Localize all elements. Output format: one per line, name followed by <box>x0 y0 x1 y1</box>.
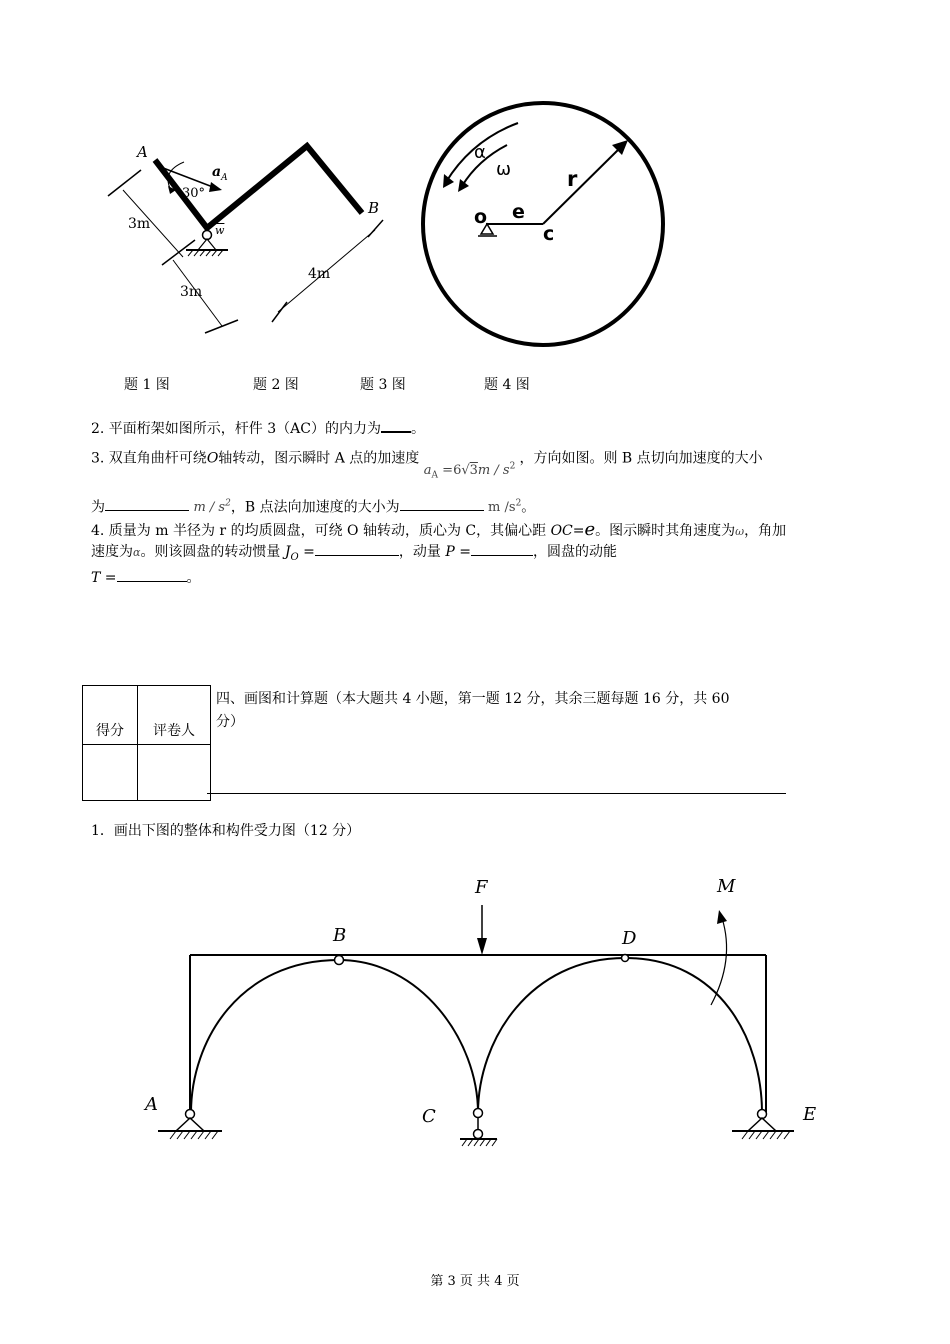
q2-text: 2. 平面桁架如图所示，杆件 3（AC）的内力为 <box>91 421 381 437</box>
q3-mid: 轴转动，图示瞬时 A 点的加速度 <box>218 450 420 467</box>
q3-unit2-text: m /s <box>488 500 516 516</box>
label-M: M <box>717 876 736 897</box>
q3-line2-end: 。 <box>521 499 536 516</box>
q3-formula-a: a <box>423 463 432 479</box>
caption-fig2: 题 2 图 <box>253 377 299 393</box>
caption-fig4: 题 4 图 <box>484 377 530 393</box>
caption-fig1: 题 1 图 <box>124 377 170 393</box>
fig1-omega: $\overline{w}$ <box>215 224 225 237</box>
q4-line1-end: ，角加 <box>744 523 787 539</box>
q4-line2-mid: 。则该圆盘的转动惯量 <box>140 544 281 560</box>
q4-P-eq: = <box>454 544 471 560</box>
score-label: 得分 <box>83 686 138 745</box>
q4-T-eq: = <box>100 570 117 586</box>
fig4-c: c <box>543 223 555 245</box>
q3-line2-mid: ，B 点法向加速度的大小为 <box>230 499 400 516</box>
page-footer: 第 3 页 共 4 页 <box>430 1274 520 1289</box>
label-E: E <box>803 1104 817 1125</box>
q3-line2-start: 为 <box>91 499 105 516</box>
q4-line2-end: ，圆盘的动能 <box>532 544 617 560</box>
q3-end: ，方向如图。则 B 点切向加速度的大小 <box>519 450 763 467</box>
q3-axis: O <box>206 450 219 467</box>
q4-line3-end: 。 <box>186 570 201 586</box>
hinge-C <box>474 1109 483 1118</box>
q4-line2-mid2: ，动量 <box>398 544 441 560</box>
fig4-omega: ω <box>496 159 512 180</box>
q4-line1: 4. 质量为 m 半径为 r 的均质圆盘，可绕 O 轴转动，质心为 C，其偏心距 <box>91 523 547 539</box>
q3-formula-unit: m / s <box>477 463 510 479</box>
q3-formula-eq: =6 <box>442 463 462 479</box>
fig1-accel-sub: A <box>221 172 228 183</box>
q4-T: T <box>91 570 101 586</box>
fig1-accel-symbol: a <box>212 164 222 180</box>
fig1-dim-4m: 4m <box>308 266 331 282</box>
fig1-dim-3m-a: 3m <box>128 216 151 232</box>
hinge-D <box>622 955 629 962</box>
q2-end: 。 <box>411 421 425 437</box>
q4-J-eq: = <box>298 544 315 560</box>
q4-line1-mid: 。图示瞬时其角速度为 <box>595 523 736 539</box>
q3-formula-sub: A <box>431 470 439 481</box>
support-A <box>176 1118 204 1131</box>
label-B: B <box>333 925 347 946</box>
q3-sqrt-value: 3 <box>469 463 478 479</box>
q4-alpha: α <box>133 546 141 559</box>
q4-omega: ω <box>735 525 745 538</box>
q3-unit1-exp: 2 <box>225 499 231 509</box>
support-C-hatch <box>462 1139 497 1146</box>
q4-oc: OC <box>550 523 573 539</box>
fig4-r: r <box>567 167 578 191</box>
fig1-dim-3m-b: 3m <box>180 284 203 300</box>
q4-J: J <box>284 544 291 560</box>
left-arch <box>191 960 478 1113</box>
support-A-hatch <box>170 1131 218 1139</box>
q4-e: e <box>584 519 596 540</box>
q3-unit2-exp: 2 <box>515 499 522 509</box>
q4-J-sub: O <box>290 551 299 563</box>
q4-eq: = <box>572 523 585 539</box>
q3-formula-exp: 2 <box>509 462 516 472</box>
moment-M-arrow <box>711 918 727 1005</box>
support-E <box>748 1118 776 1131</box>
fig4-e: e <box>512 201 525 223</box>
q3-sqrt: √3 <box>461 463 478 479</box>
label-D: D <box>622 928 637 949</box>
problem-1-text: 1．画出下图的整体和构件受力图（12 分） <box>91 823 361 839</box>
right-arch <box>478 958 762 1113</box>
fig4-o: o <box>474 206 488 228</box>
label-A: A <box>145 1094 158 1115</box>
q4-P: P <box>445 544 455 560</box>
fig1-label-A: A <box>137 143 148 161</box>
q3-start: 3. 双直角曲杆可绕 <box>91 450 207 467</box>
support-E-hatch <box>742 1131 790 1139</box>
section4-title-2: 分） <box>216 714 244 730</box>
caption-fig3: 题 3 图 <box>360 377 406 393</box>
label-C: C <box>422 1106 436 1127</box>
grader-label: 评卷人 <box>138 686 211 745</box>
fig1-angle: 30° <box>182 186 206 201</box>
q3-unit1-text: m / s <box>193 500 226 516</box>
label-F: F <box>475 877 488 898</box>
q4-line2-start: 速度为 <box>91 544 133 560</box>
section4-title-1: 四、画图和计算题（本大题共 4 小题，第一题 12 分，其余三题每题 16 分，共 60 <box>216 691 730 707</box>
support-C-pin <box>474 1130 483 1139</box>
fig4-alpha: α <box>474 142 486 163</box>
fig1-label-B: B <box>368 199 380 217</box>
hinge-B <box>335 956 344 965</box>
